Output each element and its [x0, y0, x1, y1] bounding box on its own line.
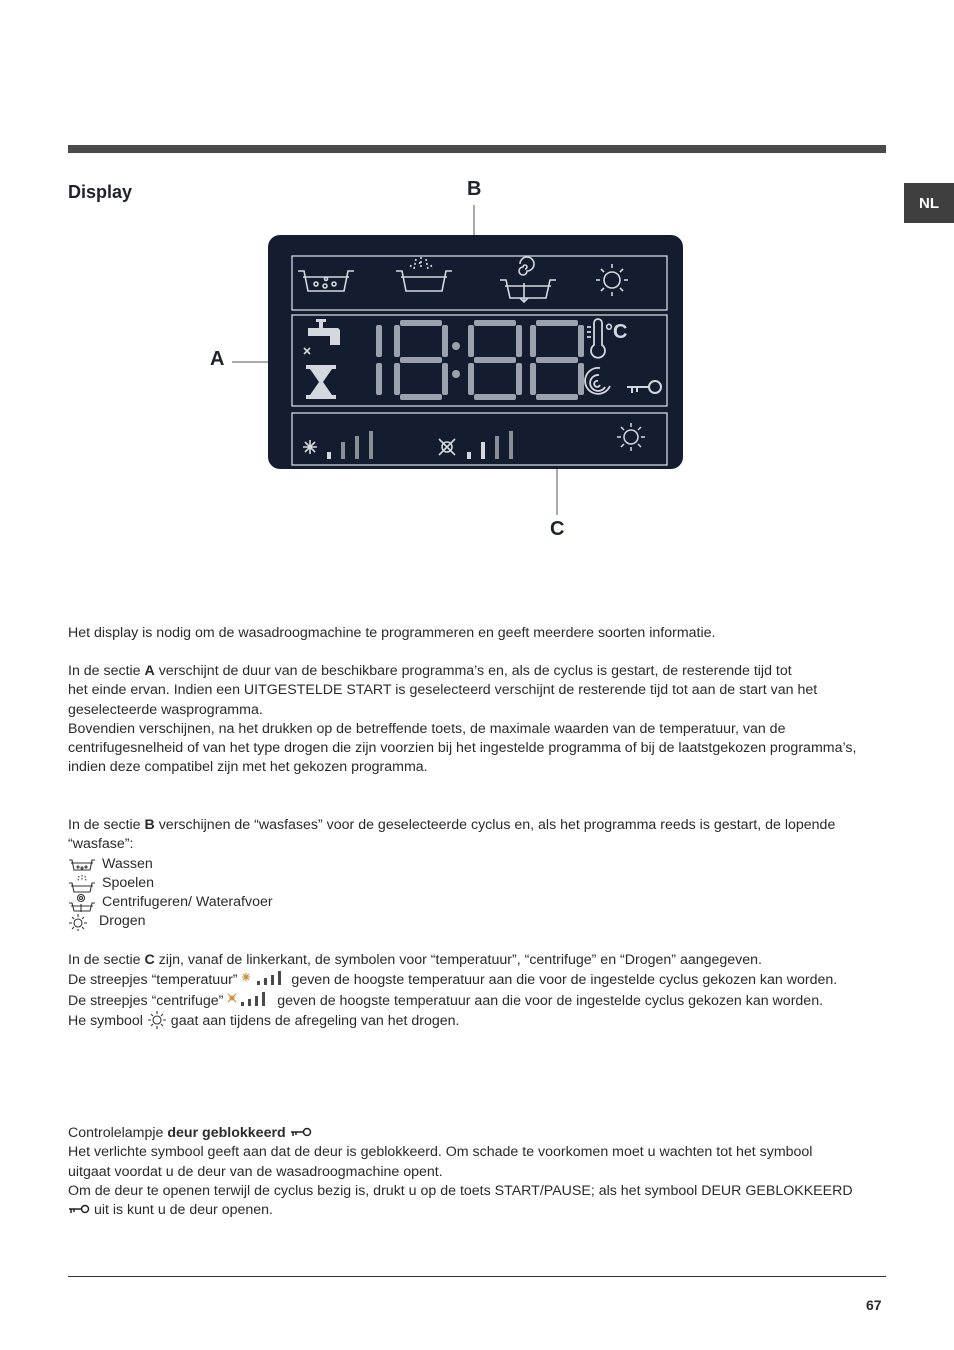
key-lock-icon	[290, 1126, 312, 1138]
time-digits	[376, 320, 584, 400]
label-c: C	[550, 518, 565, 540]
wash-icon	[298, 271, 354, 291]
spin-drain-icon	[68, 894, 96, 912]
temp-unit-label: °C	[605, 321, 628, 343]
temperature-bars-icon	[241, 970, 287, 986]
thermometer-icon	[587, 319, 605, 358]
spin-bars-icon	[227, 991, 273, 1007]
door-lock-paragraph: Controlelampje deur geblokkeerd Het verlichte symbool geeft aan dat de deur is geblokkeerd. Om schade te voorkomen moet u wachten tot het symbool uitgaat voordat u de deur van de wasadroogmachine opent. Om de deur te openen terwijl de cyclus bezig is, drukt u op de toets START/PAUSE; als het symbool DEUR GEBLOKKEERD uit is kunt u de deur openen.	[68, 1125, 853, 1219]
spin-drain-icon	[500, 257, 556, 302]
phase-rinse: Spoelen	[68, 874, 835, 893]
wash-icon	[68, 855, 96, 873]
key-lock-icon	[68, 1203, 90, 1215]
section-title: Display	[68, 182, 133, 202]
temperature-bars	[327, 431, 373, 459]
label-a: A	[210, 348, 225, 370]
intro-paragraph: Het display is nodig om de wasadroogmachine te programmeren en geeft meerdere soorten informatie.	[68, 625, 716, 641]
spin-bars	[467, 431, 513, 459]
spin-icon	[585, 368, 610, 394]
bottom-rule	[68, 1276, 886, 1277]
label-b: B	[467, 178, 482, 200]
section-b-frame	[292, 256, 667, 310]
hourglass-icon	[306, 365, 336, 399]
dry-sun-icon	[596, 264, 628, 296]
section-c-paragraph: In de sectie C zijn, vanaf de linkerkant, de symbolen voor “temperatuur”, “centrifuge” en “Drogen” aangegeven. De streepjes “temperatuur” geven de hoogste temperatuur aan die voor de ingestelde cyclus gekozen kan worden. De streepjes “centrifuge” geven de hoogste temperatuur aan die voor de ingestelde cyclus gekozen kan worden. He symbool gaat aan tijdens de afregeling van het drogen.	[68, 952, 838, 1029]
drying-sun-icon	[147, 1011, 167, 1029]
tap-icon	[308, 319, 340, 345]
section-a-paragraph: In de sectie A verschijnt de duur van de beschikbare programma’s en, als de cyclus is gestart, de resterende tijd tot het einde ervan. Indien een UITGESTELDE START is geselecteerd verschijnt de resterende tijd tot aan de start van het geselecteerde wasprogramma. Bovendien verschijnen, na het drukken op de betreffende toets, de maximale waarden van de temperatuur, van de centrifugesnelheid of van het type drogen die zijn voorzien bij het ingestelde programma of bij de laatstgekozen programma’s, indien deze compatibel zijn met het gekozen programma.	[68, 663, 857, 776]
section-b-paragraph: In de sectie B verschijnen de “wasfases” voor de geselecteerde cyclus en, als het programma reeds is gestart, de lopende “wasfase”: Wassen Spoelen Centrifugeren/ Waterafvoer Drogen	[68, 816, 835, 932]
rinse-icon	[396, 257, 452, 291]
section-c-frame	[292, 413, 667, 465]
phase-wash: Wassen	[68, 855, 835, 874]
drying-sun-icon	[617, 423, 645, 451]
phase-spin: Centrifugeren/ Waterafvoer	[68, 893, 835, 912]
page-number: 67	[866, 1297, 882, 1313]
rinse-icon	[68, 875, 96, 893]
key-lock-icon	[627, 381, 661, 393]
no-spin-icon	[439, 439, 455, 455]
snowflake-icon	[303, 440, 317, 454]
lcd-display	[268, 235, 683, 469]
language-tab: NL	[904, 183, 954, 223]
phase-dry: Drogen	[68, 912, 835, 931]
cancel-x-icon	[304, 348, 310, 354]
dry-sun-icon	[68, 913, 90, 931]
